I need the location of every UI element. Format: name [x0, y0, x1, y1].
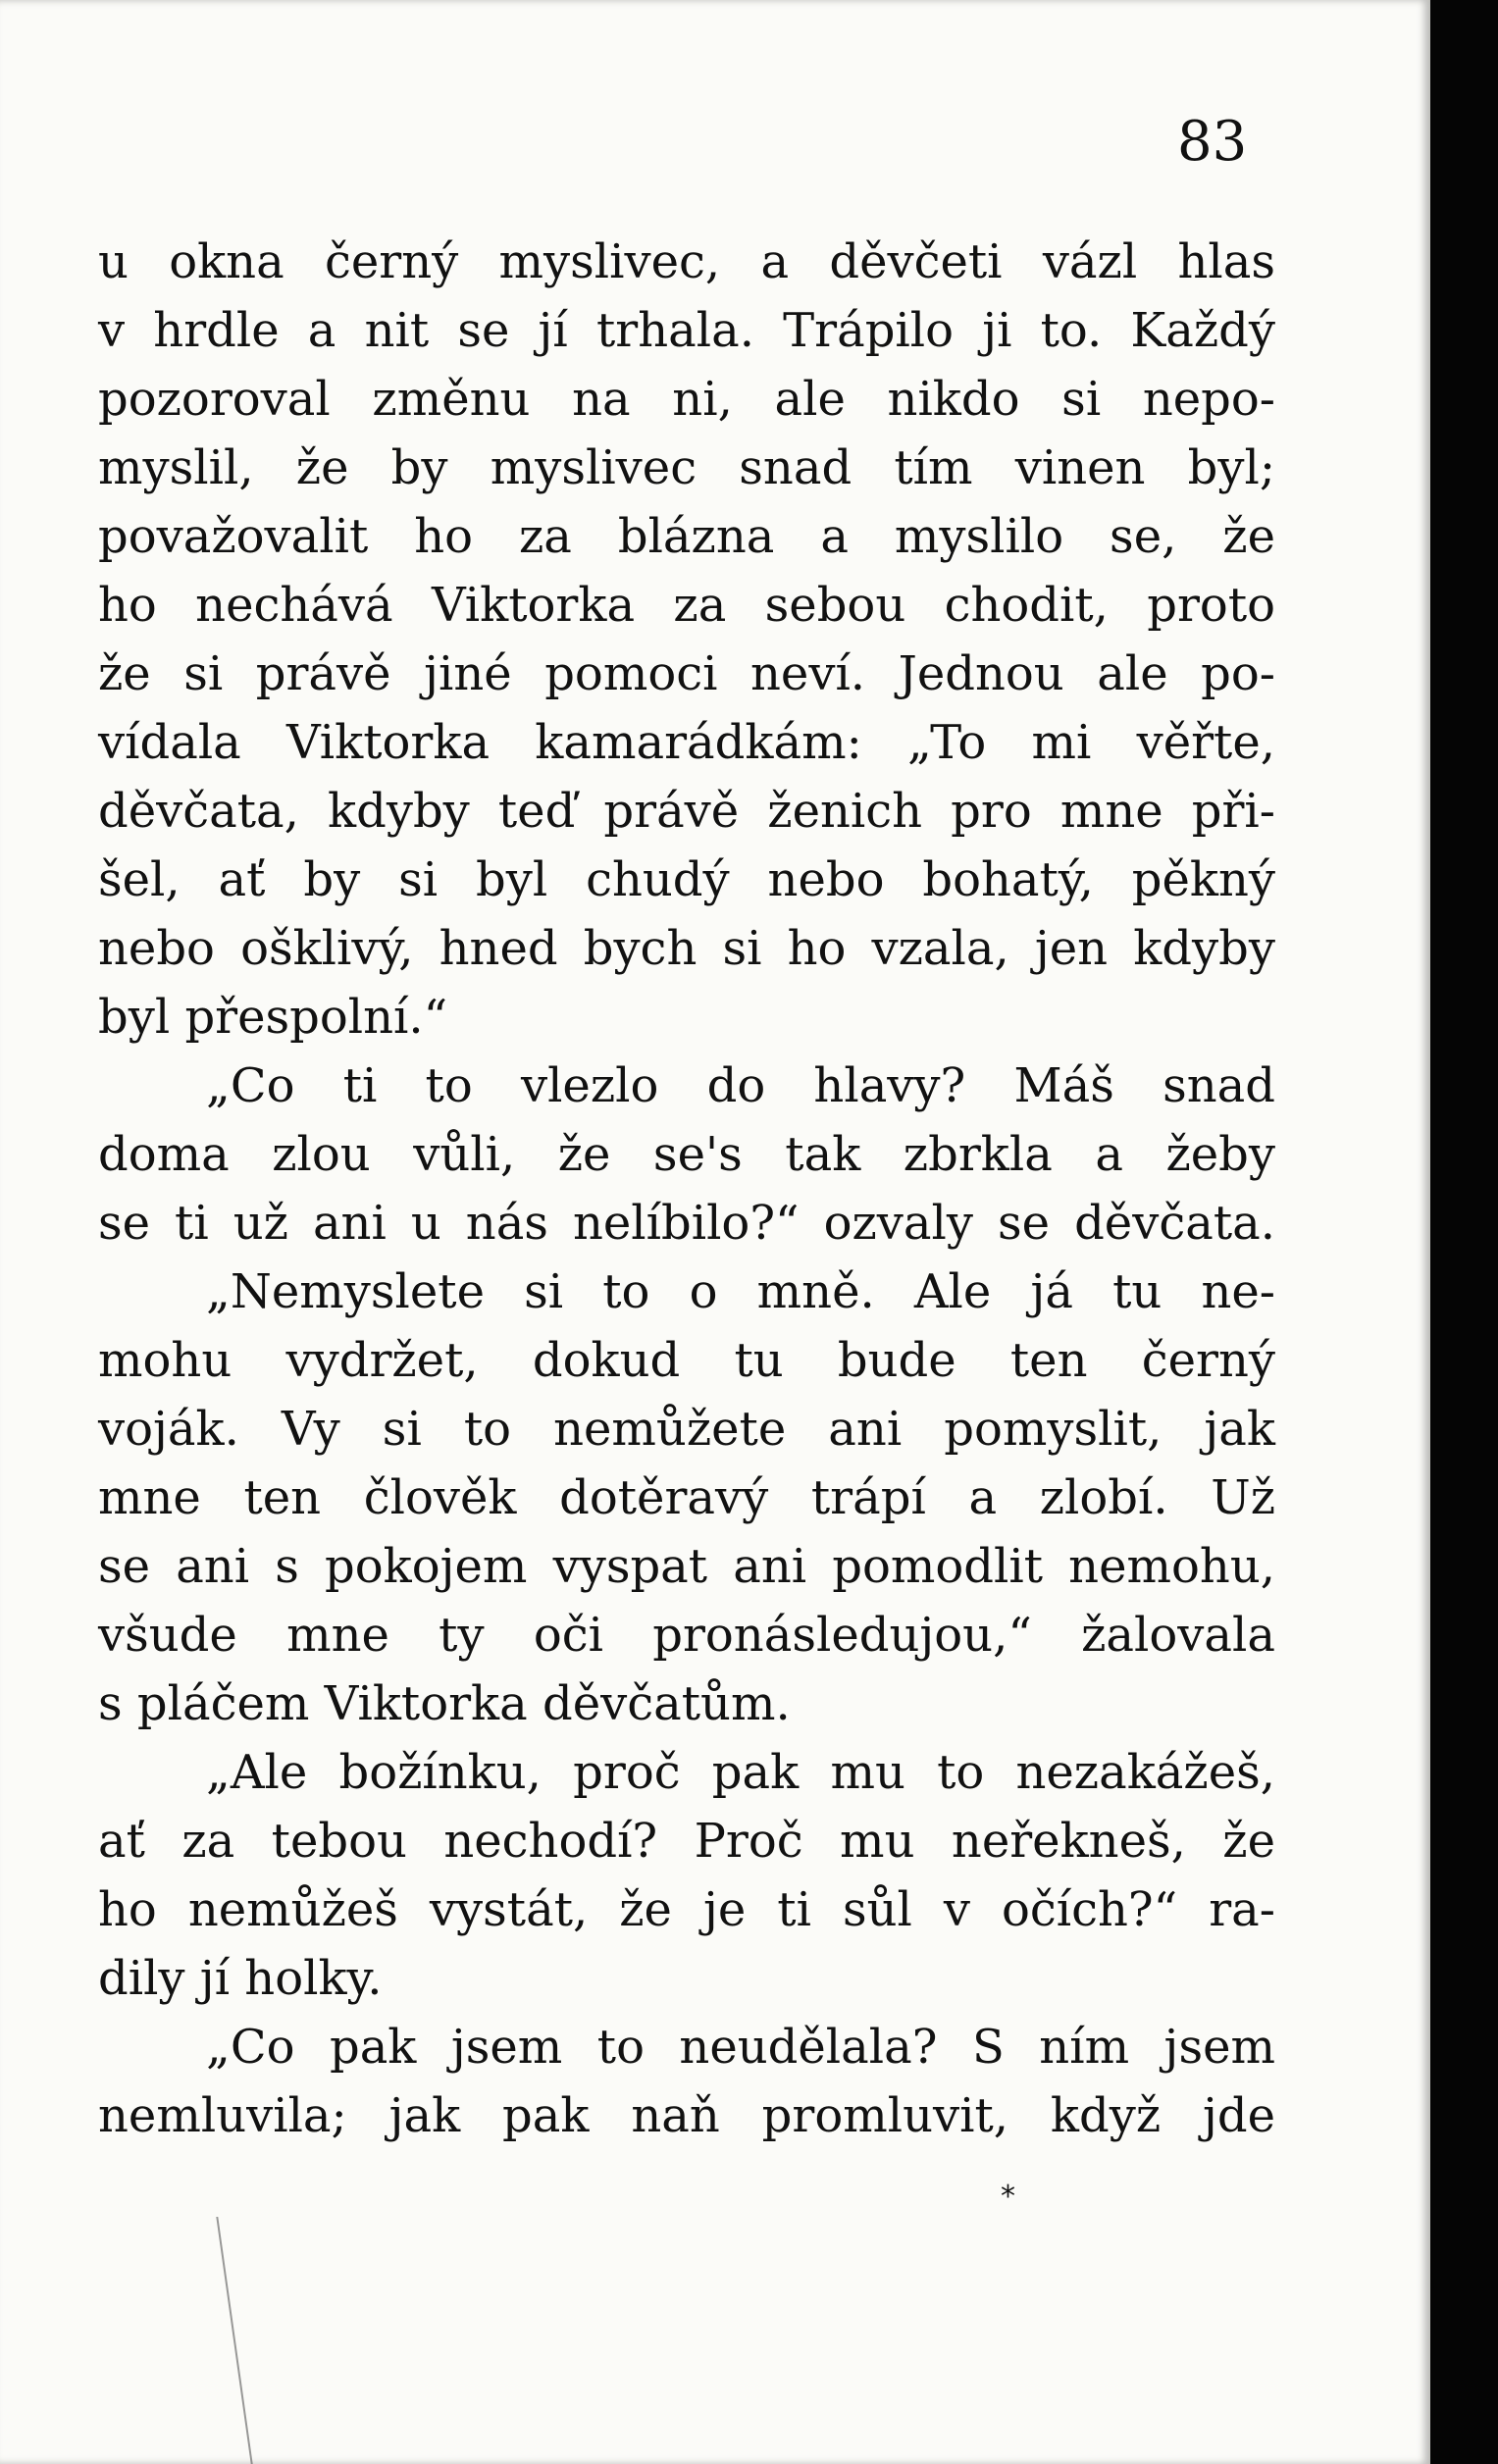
- page-number: 83: [1177, 110, 1248, 174]
- text-line: mohu vydržet, dokud tu bude ten černý: [98, 1333, 1275, 1388]
- text-line: nebo ošklivý, hned bych si ho vzala, jen kdyby: [98, 921, 1275, 976]
- page-fold-shadow: [216, 2217, 291, 2464]
- text-line: s pláčem Viktorka děvčatům.: [98, 1676, 791, 1731]
- text-line: nemluvila; jak pak naň promluvit, když jde: [98, 2088, 1275, 2143]
- scan-border: [1430, 0, 1498, 2464]
- text-line: byl přespolní.“: [98, 990, 448, 1045]
- text-line: že si právě jiné pomoci neví. Jednou ale po-: [98, 646, 1275, 701]
- text-line: voják. Vy si to nemůžete ani pomyslit, jak: [98, 1402, 1275, 1457]
- text-line: se ani s pokojem vyspat ani pomodlit nemohu,: [98, 1539, 1275, 1594]
- text-line: mne ten člověk dotěravý trápí a zlobí. Už: [98, 1470, 1275, 1525]
- text-line: myslil, že by myslivec snad tím vinen byl;: [98, 440, 1275, 495]
- text-line: šel, ať by si byl chudý nebo bohatý, pěkný: [98, 852, 1275, 907]
- text-line: ať za tebou nechodí? Proč mu neřekneš, že: [98, 1814, 1275, 1869]
- text-line: děvčata, kdyby teď právě ženich pro mne při-: [98, 784, 1275, 839]
- body-text: [98, 228, 1275, 2150]
- text-line: „Ale božínku, proč pak mu to nezakážeš,: [206, 1745, 1275, 1800]
- text-line: všude mne ty oči pronásledujou,“ žalovala: [98, 1608, 1275, 1663]
- printer-mark: *: [1001, 2180, 1015, 2214]
- text-line: ho nemůžeš vystát, že je ti sůl v očích?“ ra-: [98, 1882, 1275, 1937]
- text-line: „Co ti to vlezlo do hlavy? Máš snad: [206, 1058, 1275, 1113]
- text-line: dily jí holky.: [98, 1951, 383, 2006]
- text-line: se ti už ani u nás nelíbilo?“ ozvaly se děvčata.: [98, 1196, 1275, 1251]
- text-line: doma zlou vůli, že se's tak zbrkla a žeby: [98, 1127, 1275, 1182]
- text-line: v hrdle a nit se jí trhala. Trápilo ji to. Každý: [98, 303, 1275, 358]
- text-line: vídala Viktorka kamarádkám: „To mi věřte,: [98, 715, 1275, 770]
- text-line: pozoroval změnu na ni, ale nikdo si nepo-: [98, 372, 1275, 427]
- text-line: „Co pak jsem to neudělala? S ním jsem: [206, 2020, 1275, 2075]
- text-line: u okna černý myslivec, a děvčeti vázl hlas: [98, 234, 1275, 289]
- text-line: považovalit ho za blázna a myslilo se, že: [98, 509, 1275, 564]
- text-line: ho nechává Viktorka za sebou chodit, proto: [98, 578, 1275, 633]
- text-line: „Nemyslete si to o mně. Ale já tu ne-: [206, 1264, 1275, 1319]
